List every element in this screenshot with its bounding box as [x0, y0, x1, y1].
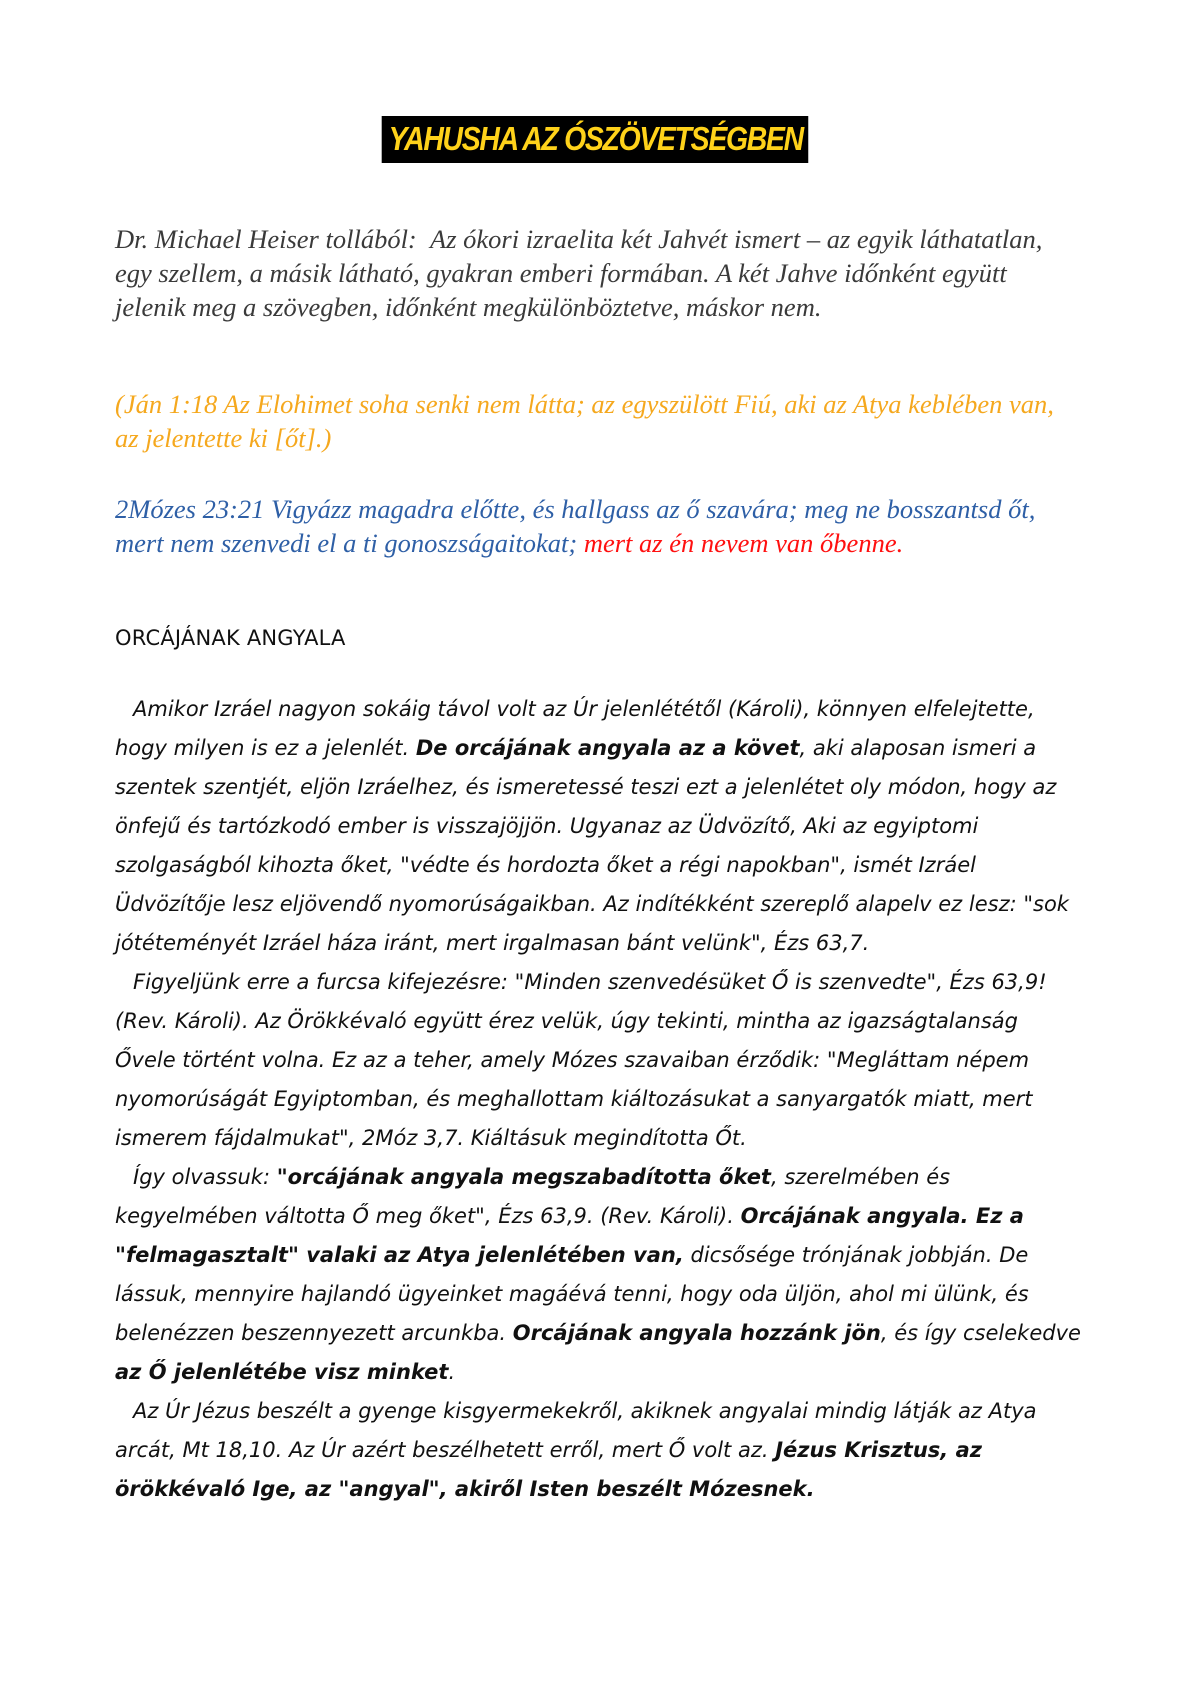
p3-text-e: dicsősége trónjának jobbján. De lássuk, mennyire hajlandó ügyeinket magáévá tenni, hogy oda üljön, ahol mi ülünk, és belenézzen beszennyezett arcunkba.	[115, 1243, 1029, 1345]
p3-bold-b: "orcájának angyala megszabadította őket	[276, 1165, 771, 1189]
p3-bold-d: Orcájának angyala. Ez a "felmagasztalt" valaki az Atya jelenlétében van,	[115, 1204, 1024, 1267]
body-paragraph-2	[115, 963, 1085, 1158]
p3-bold-f: Orcájának angyala hozzánk jön	[512, 1321, 881, 1345]
quote-exodus	[115, 492, 1075, 560]
p3-text-a: Így olvassuk:	[133, 1165, 271, 1189]
quote-john: (Ján 1:18 Az Elohimet soha senki nem látta; az egyszülött Fiú, aki az Atya keblében van, az jelentette ki [őt].)	[115, 389, 1054, 453]
quote-exodus-text: 2Mózes 23:21 Vigyázz magadra előtte, és hallgass az ő szavára; meg ne bosszantsd őt, mert nem szenvedi el a ti gonoszságaitokat;	[115, 494, 1036, 558]
intro-paragraph	[115, 222, 1075, 324]
p3-bold-h: az Ő jelenlétébe visz minket	[115, 1360, 449, 1384]
p1-bold: De orcájának angyala az a követ	[415, 736, 800, 760]
body-paragraph-3	[115, 1158, 1085, 1392]
quote-exodus-highlight: mert az én nevem van őbenne.	[583, 528, 904, 558]
intro-author: Dr. Michael Heiser tollából:	[115, 224, 417, 254]
section-heading: ORCÁJÁNAK ANGYALA	[115, 626, 346, 650]
title-container	[0, 116, 1190, 163]
p4-text-a: Az Úr Jézus beszélt a gyenge kisgyermekekről, akiknek angyalai mindig látják az Atya arcát, Mt 18,10. Az Úr azért beszélhetett erről, mert Ő volt az.	[115, 1399, 1037, 1462]
body-paragraph-1	[115, 690, 1085, 963]
p3-text-g: , és így cselekedve	[880, 1321, 1081, 1345]
page-title: YAHUSHA AZ ÓSZÖVETSÉGBEN	[382, 116, 808, 163]
p3-text-i: .	[448, 1360, 456, 1384]
p2-text: Figyeljünk erre a furcsa kifejezésre: "Minden szenvedésüket Ő is szenvedte", Ézs 63,9! (Rev. Károli). Az Örökkévaló együtt érez velük, úgy tekinti, mintha az igazságtalanság Ővele történt volna. Ez az a teher, amely Mózes szavaiban érződik: "Megláttam népem nyomorúságát Egyiptomban, és meghallottam kiáltozásukat a sanyargatók miatt, mert ismerem fájdalmukat", 2Móz 3,7. Kiáltásuk megindította Őt.	[115, 970, 1047, 1150]
body-text	[115, 690, 1085, 1509]
intro-text: Az ókori izraelita két Jahvét ismert – az egyik láthatatlan, egy szellem, a másik látható, gyakran emberi formában. A két Jahve időnként együtt jelenik meg a szövegben, időnként megkülönböztetve, máskor nem.	[115, 224, 1043, 322]
body-paragraph-4	[115, 1392, 1085, 1509]
p4-bold: Jézus Krisztus, az örökkévaló Ige, az "angyal", akiről Isten beszélt Mózesnek.	[115, 1438, 982, 1501]
p1-text-a: Amikor Izráel nagyon sokáig távol volt az Úr jelenlététől (Károli), könnyen elfelejtette, hogy milyen is ez a jelenlét.	[115, 697, 1035, 760]
p3-text-c: , szerelmében és kegyelmében váltotta Ő meg őket", Ézs 63,9. (Rev. Károli).	[115, 1165, 951, 1228]
p1-text-c: , aki alaposan ismeri a szentek szentjét, eljön Izráelhez, és ismeretessé teszi ezt a jelenlétet oly módon, hogy az önfejű és tartózkodó ember is visszajöjjön. Ugyanaz az Üdvözítő, Aki az egyiptomi szolgaságból kihozta őket, "védte és hordozta őket a régi napokban", ismét Izráel Üdvözítője lesz eljövendő nyomorúságaikban. Az indítékként szereplő alapelv ez lesz: "sok jótéteményét Izráel háza iránt, mert irgalmasan bánt velünk", Ézs 63,7.	[115, 736, 1069, 955]
